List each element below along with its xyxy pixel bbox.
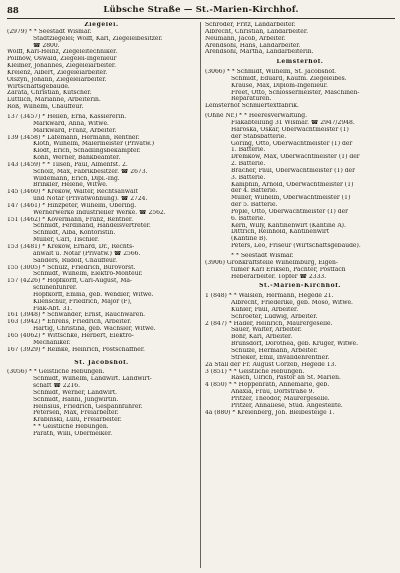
columns [7,22,395,568]
right-entry-line: Göring, Otto, Oberwachtmeister (T) der [231,140,353,147]
left-entry-line: 147 (3461) * Hinzpeter, Wilhelm, Obering. [7,202,137,209]
left-entry-line: schaft ☎ 2216. [33,383,80,390]
right-entry-line: Haroska, Oskar, Oberwachtmeister (T) [231,126,349,133]
right-entry-line: Pritzer, Theodor, Maurergeselle. [231,395,330,402]
left-entry-line: Hopfkorff, Emma, geb. Wendler, Witwe. [33,291,154,298]
left-entry-line: Mechaniker. [33,339,71,346]
directory-page [7,5,395,569]
left-entry-line: 143 (3459) * * Tilsen, Paul, Almenfst. 2. [7,161,128,168]
left-entry-line: Heinsius, Friedrich, Gespannführer. [33,403,143,410]
left-entry-line: Kleimer, Johannes, Ziegeleiarbeiter. [7,63,117,70]
right-entry-line: Schröder, Fritz, Landarbeiter. [205,22,296,28]
left-entry-line: Flak-Abt. 31. [33,305,73,312]
right-entry-line: der 4. Batterie. [231,188,278,195]
left-entry-line: Schmidt, Wilhelm, Landwirt. Landwirt- [33,376,152,383]
right-entry-line: Dremkow, Max, Oberwachtmeister (T) der [231,154,360,161]
right-entry-line: Reparaturen. [231,96,272,103]
right-entry-line: Krause, Max, Diplom-Ingenieur. [231,82,328,89]
right-entry-line: der Stabsbatterie. [231,133,287,140]
right-entry-line: 1 (848) * * Walsien, Hermann, Hegede 21. [205,293,334,300]
right-entry-line: Schmidt, Eduard, Kaufm. Ziegeleibes. [231,75,347,82]
right-entry-line: Pople, Otto, Oberwachtmeister (T) der [231,208,349,215]
right-entry-line: Schulze, Hermann, Arbeiter. [231,347,318,354]
right-entry-line: 3. Batterie. [231,174,266,181]
left-entry-line: Pollnow, Oswald, Ziegelei-Ingenieur [7,56,117,63]
left-entry-line: Schmidt, Alba, Kontoristin. [33,230,116,237]
left-entry-line: * * Geistliche Hebungen. [33,424,109,431]
right-entry-line: Albrecht, Christian, Landarbeiter. [205,28,308,35]
left-entry-line: 165 (4062) * Wittschke, Herbert, Elektro- [7,332,134,339]
right-entry-line: 1. Batterie. [231,147,266,154]
left-entry-line: 137 (3457) * Hellen, Erna, Kassiererin. [7,113,127,120]
right-entry-line: 4 (850) * * Hoppenrath, Annemarie, geb. [205,382,330,389]
left-entry-line: 145 (3460) * Krekow, Walter, Rechtsanwalt [7,189,138,196]
right-entry-line: (3066) * * Schmidt, Wilhelm, St. Jacobshof. [205,69,337,76]
right-entry-line: (Ohne Nr.) * * Heeresverwaltung. [205,113,308,120]
left-entry-line: Kloth, Wilhelm, Malermeister (Privatw.) [33,141,155,148]
right-entry-line: Freet, Otto, Schlossermeister, Maschinen- [231,89,360,96]
right-entry-line: Albrecht, Friederike, geb. Moso, Witwe. [231,300,353,307]
section-heading: St.-Marien-Kirchhof. [259,283,341,290]
left-entry-line: 155 (3005) * Schulz, Friedrich, Bürovorst. [7,264,136,271]
left-entry-line: 139 (3458) * Lafemann, Hermann, Rentner. [7,134,140,141]
right-entry-line: Lemsterhof Schmiertextfabrik. [205,103,299,110]
right-entry-line: (Kantine B). [231,236,268,243]
right-entry-line: Bohr, Karl, Arbeiter. [231,334,293,341]
right-entry-line: Peters, Leo, Friseur (Wirtschaftsgebäude). [231,243,361,250]
right-entry-line: Brünsdorf, Dorothea, geb. Krüger, Witwe. [231,341,359,348]
left-entry-line: Zarata, Christian, Kutscher. [7,90,92,97]
left-entry-line: Sanders, Rudolf, Chauffeur. [33,257,117,264]
left-entry-line: Wolff, Karl-Heinz, Ziegeleitechniker. [7,49,118,56]
right-entry-line: * * Seestadt Wismar. [231,253,294,259]
left-entry-line: schinenführer. [33,285,77,292]
column-divider [200,22,201,568]
left-entry-line: Brinkler, Helene, Witwe. [33,182,108,189]
left-entry-line: Krabinski, Lulu, Freiarbeiter. [33,417,122,424]
left-entry-line: (3056) * * Geistliche Hebungen. [7,369,105,376]
right-entry-line: tümer Karl Eriksen, Pächter, Postfach [231,266,346,273]
left-entry-line: Roß, Wilhelm, Chauffeur. [7,104,84,111]
right-entry-line: Sauer, Walter, Arbeiter. [231,327,302,334]
right-entry-line: 2. Batterie. [231,161,266,168]
left-entry-line: Klodt, Erich, Schädlingsbekämpfer. [33,148,141,155]
right-entry-line: 2a Stall der Fr. August Corzeb, Hegede 13. [205,361,337,368]
left-entry-line: Markward, Franz, Arbeiter. [33,127,117,134]
left-entry-line: Schmidt, Ferdinand, Handelsvertreter. [33,223,151,230]
left-entry-line: Wildemann, Erich, Dipl.-Ing. [33,175,120,182]
left-entry-line: Parath, Willi, Obermelker. [33,430,113,437]
right-entry-line: Flakabteilung 31 Wismar. ☎ 2947/2948. [231,119,355,126]
page-number: 88 [7,6,19,16]
right-entry-line: Kühler, Paul, Arbeiter. [231,306,299,313]
left-entry-line: Petersen, Max, Freiarbeiter. [33,410,119,417]
page-title: Lübsche Straße — St.-Marien-Kirchhof. [103,5,299,15]
right-entry-line: Arendsohl, Martha, Landarbeiterin. [205,49,314,56]
left-entry-line: Schmidt, Hanni, Jungwirtin. [33,396,119,403]
left-entry-line: Lüttlich, Marianne, Arbeiterin. [7,97,101,104]
left-entry-line: Kilenschür, Friedrich, Major (F), [33,298,132,305]
left-entry-line: Stadtziegelei; Wolff, Karl, Ziegeleibesitzer. [33,35,163,42]
left-entry-line: Köhn, Werner, Bankbeamter. [33,155,121,162]
right-column [205,22,395,568]
left-entry-line: Hartig, Christina, geb. Wachsler, Witwe. [33,326,156,333]
page-header [7,5,395,19]
left-entry-line: Markward, Anna, Witwe. [33,120,109,127]
right-entry-line: Schroeter, Ludwig, Arbeiter. [231,313,318,320]
left-entry-line: Wirtschaftsgebäude. [7,83,70,90]
left-entry-line: Olszyn, Johann, Ziegeleiarbeiter. [7,76,107,83]
right-entry-line: Heberarbeiter. Töpfer ☎ 2333. [231,273,327,280]
left-entry-line: Schmidt, Wilhelm, Elektro-Monteur. [33,271,143,278]
left-entry-line: Müller, Carl, Tischler. [33,237,99,244]
right-entry-line: der 5. Batterie. [231,202,278,209]
right-entry-line: Neumann, Jacob, Arbeiter. [205,35,286,42]
left-entry-line: 153 (3481) * Krekow, Erhard, Dr., Rechts- [7,244,135,250]
section-heading: St. Jacobshof. [74,359,129,366]
section-heading: Ziegelei. [84,22,119,28]
right-entry-line: Müller, Wilhelm, Oberwachtmeister (T) [231,195,351,202]
left-entry-line: 163 (3942) * Ehrens, Friedrich, Arbeiter. [7,319,132,326]
right-entry-line: 2 (847) * Hader, Heinrich, Maurergeselle. [205,320,333,327]
right-entry-line: Bracher, Paul, Oberwachtmeister (T) der [231,167,355,174]
right-entry-line: 3 (851) * * Geistliche Hebungen. [205,368,305,375]
right-entry-line: Strieker, Emil, Invalidenrentner. [231,354,330,361]
left-column [7,22,196,568]
right-entry-line: Anaxia, Frau, Dorfstraße 9. [231,389,315,396]
left-entry-line: Schmidt, Werner, Landwirt. [33,389,118,396]
right-entry-line: 4a (880) * Kreienberg, Joh. Bleibesteige 1. [205,409,335,416]
right-entry-line: 6. Batterie. [231,215,266,222]
left-entry-line: 167 (3929) * Reinke, Heinrich, Postschaffner. [7,346,145,353]
section-heading: Lemsterhof. [276,59,324,66]
left-entry-line: Scholz, Max, Fabrikbesitzer. ☎ 2673. [33,168,148,175]
left-entry-line: und Notar (Privatwohnung). ☎ 2724. [33,196,148,203]
left-entry-line: 157 (4226) * Hopfkorff, Carl-August, Ma- [7,278,132,285]
right-entry-line: Arendsohl, Hans, Landarbeiter. [205,42,301,49]
left-entry-line: anwalt u. Notar (Privatw.) ☎ 2566. [33,250,141,257]
left-entry-line: Wernerwerke Industrieller Werke. ☎ 2562. [33,209,166,216]
left-entry-line: (2979) * * Seestadt Wismar. [7,28,92,35]
right-entry-line: (3906) Großkraftstelle Wilhelmburg, Eigen- [205,259,338,266]
left-entry-line: Kreienz, Albert, Ziegeleiarbeiter. [7,69,108,76]
left-entry-line: ☎ 2800. [33,42,60,49]
right-entry-line: Dittrich, Reinhold, Kantinenwirt [231,229,330,236]
right-entry-line: Kern, Willy, Kantinenwirt (Kantine A). [231,222,346,229]
right-entry-line: Pritzer, Annaliese, Stud. Angestellte. [231,402,343,409]
left-entry-line: 161 (3948) * Schwander, Ernst, Rauchwaren. [7,312,146,319]
right-entry-line: Rasch, Ulrich, Pastor an St. Marien. [231,375,341,382]
left-entry-line: 151 (3462) * Kövermann, Franz, Rentner. [7,216,133,223]
right-entry-line: Kamphin, Arnold, Oberwachtmeister (T) [231,181,354,188]
